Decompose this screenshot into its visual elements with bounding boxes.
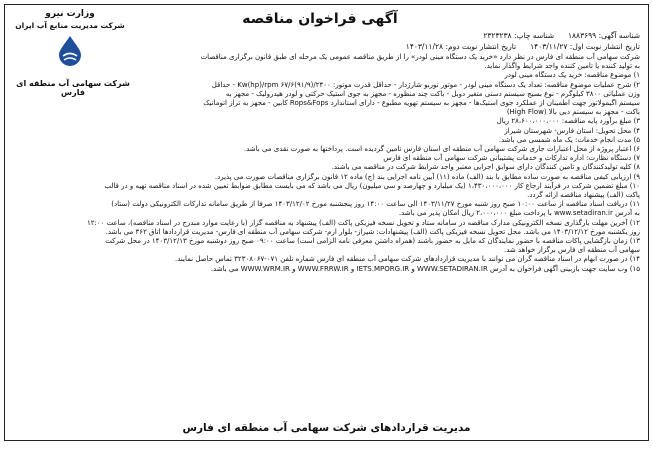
publish-date-first: تاریخ انتشار نوبت اول: ۱۴۰۳/۱۱/۲۷: [530, 42, 640, 51]
notice-meta-dates: [170, 42, 640, 52]
body-line: وزن عملیاتی ۳۸۰۰ کیلوگرم - نوع بسیج سیستم دستی متغیر دوبل - باکت چند منظوره - مجهز به جوی استیک حرکتی و لودر هیدرولیک - مجهز به: [225, 89, 640, 98]
company-caption: شرکت سهامی آب منطقه ای فارس: [16, 79, 130, 97]
body-line: ۱۲) آخرین مهلت بارگذاری نسخه الکترونیکی مدارک مناقصه در سامانه ستاد و تحویل نسخه فیزیکی پاکت (الف) پیشنهاد به مناقصه گزار (با رعایت موارد مندرج در اسناد مناقصه)، ساعت ۱۲:۰۰: [87, 218, 640, 227]
body-line: ۱۱) دریافت اسناد مناقصه از ساعت ۱۰:۰۰ صبح روز شنبه مورخ ۱۴۰۳/۱۱/۲۷ الی ساعت ۱۴:۰۰ روز پنجشنبه مورخ ۱۴۰۳/۱۲/۰۲ صرفا از طریق سامانه تدارکات الکترونیکی دولت (ستاد): [111, 200, 640, 209]
notice-id: شناسه آگهی: ۱۸۸۳۶۹۹: [568, 31, 640, 40]
notice-body: [13, 53, 640, 274]
body-line: پاکت (الف) پیشنهاد مناقصه ارائه گردد.: [527, 191, 640, 200]
body-line: باکت - مجهز به سیستم دبی بالا (High Flow): [506, 108, 640, 117]
body-line: ۱) موضوع مناقصه: خرید یک دستگاه مینی لودر: [504, 71, 640, 80]
tender-notice: [4, 4, 649, 441]
body-line: به آدرس www.setadiran.ir با پرداخت مبلغ ۲،۰۰۰،۰۰۰ ریال امکان پذیر می باشد.: [398, 209, 640, 218]
body-line: ۱۰) مبلغ تضمین شرکت در فرآیند ارجاع کار ۱،۴۳۰،۰۰۰،۰۰۰ (یک میلیارد و چهارصد و سی میلیون) ریال می باشد که می بایست مطابق ضوابط تعیین شده در اسناد مناقصه تهیه و در قالب: [104, 181, 640, 190]
body-line: ۲) شرح عملیات موضوع مناقصه: تعداد یک دستگاه مینی لودر - موتور توربو شارژدار - حداقل قدرت موتور: Kw(hp)/rpm ۶۷/۶(۹۱/۹)/۲۴۰۰ - حداقل: [211, 80, 640, 89]
body-line: ۱۳) زمان بازگشایی پاکات مناقصه با حضور نمایندگان که مایل به حضور باشند (همراه داشتن معرفی نامه الزامی است) ساعت ۰۹:۰۰ صبح روز دوشنبه مورخ ۱۴۰۳/۱۲/۱۳ در محل شرکت: [105, 237, 640, 246]
body-line: شرکت سهامی آب منطقه ای فارس در نظر دارد «خرید یک دستگاه مینی لودر» را از طریق مناقصه عمومی یک مرحله ای طبق قانون برگزاری مناقصات: [200, 53, 640, 61]
body-line: ۹) ارزیابی کیفی مناقصه به صورت ساده مطابق با بند (الف) ماده (۱۱) آیین نامه اجرایی بند (ج) ماده ۱۲ قانون برگزاری مناقصات صورت می پذیرد.: [214, 172, 640, 181]
body-line: سهامی آب منطقه ای فارس برگزار خواهد شد.: [504, 246, 640, 255]
notice-title: آگهی فراخوان مناقصه: [242, 11, 398, 27]
publish-date-second: تاریخ انتشار نوبت دوم: ۱۴۰۳/۱۱/۲۸: [405, 42, 517, 51]
body-line: ۴) محل تحویل: استان فارس- شهرستان شیراز: [504, 126, 640, 135]
body-line: سیستم اگیمولاتور جهت اطمینان از عملکرد جوی استیک‌ها - مجهز به سیستم تهویه مطبوع - دارای استاندارد Rops&Fops کابین - مجهز به تراز اتوماتیک: [203, 99, 640, 108]
body-line: ۳) مبلغ برآورد پایه مناقصه: ۲۸،۶۰۰،۰۰۰،۰۰۰ ریال: [496, 117, 640, 126]
body-line: ۵) مدت انجام خدمات: یک ماه شمسی می باشد.: [498, 135, 640, 144]
body-line: ۸) کلیه تولیدکنندگان و تامین کنندگان دارای سوابق اجرایی معتبر واجد شرایط شرکت در مناقصه می باشند.: [331, 163, 640, 172]
body-line: ۱۵) وب سایت جهت بازبینی آگهی فراخوان به آدرس WWW.SETADIRAN.IR و IETS.MPORG.IR و WWW.FRRW.IR و WWW.WRM.IR می باشد.: [210, 264, 640, 273]
body-line: به تولید کننده یا تامین کننده واجد شرایط واگذار نماید.: [484, 62, 640, 71]
organization-name: شرکت مدیریت منابع آب ایران: [15, 21, 125, 30]
body-line: روز یکشنبه مورخ ۱۴۰۳/۱۲/۱۲ می باشد. محل تحویل نسخه فیزیکی پاکت (الف) پیشنهادات: شیراز- بلوار ارم- شرکت سهامی آب منطقه ای فارس- مدیریت قراردادها اتاق ۳۶۲ می باشد.: [105, 227, 640, 236]
body-line: ۱۴) در صورت ابهام در اسناد مناقصه گران می توانند با مدیریت قراردادهای شرکت سهامی آب منطقه ای فارس شماره تلفن ۰۷۱-۳۲۳۰۸۰۶۷ تماس حاصل نمایند.: [175, 255, 640, 264]
print-id: شناسه چاپ: ۲۳۲۳۲۳۸: [483, 31, 554, 40]
notice-footer: مدیریت قراردادهای شرکت سهامی آب منطقه ای فارس: [182, 422, 471, 434]
notice-meta-ids: [170, 31, 640, 41]
body-line: ۷) دستگاه نظارت: اداره تدارکات و خدمات پشتیبانی شرکت سهامی آب منطقه ای فارس: [383, 154, 640, 163]
ministry-name: وزارت نیرو: [45, 9, 95, 19]
body-line: ۶) اعتبار پروژه از محل اعتبارات جاری شرکت سهامی آب منطقه ای استان فارس تامین گردیده است. پرداختها به صورت نقدی می باشد.: [243, 145, 640, 154]
